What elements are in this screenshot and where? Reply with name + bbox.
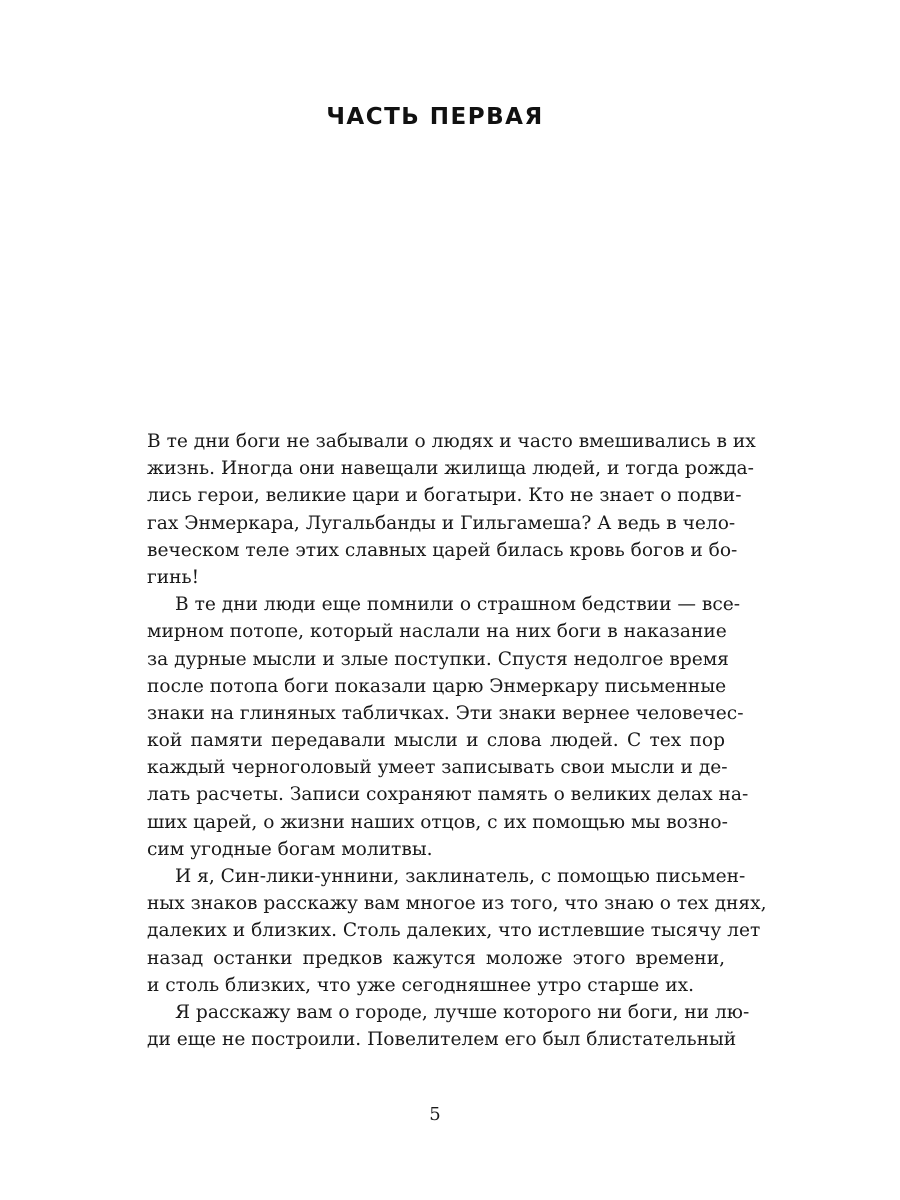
text-line: ших царей, о жизни наших отцов, с их помощью мы возно- (147, 811, 728, 833)
text-line: мирном потопе, который наслали на них боги в наказание (147, 621, 727, 643)
text-line: Я расскажу вам о городе, лучше которого ни боги, ни лю- (175, 1001, 750, 1023)
text-line: В те дни боги не забывали о людях и часто вмешивались в их (147, 431, 756, 452)
text-line: за дурные мысли и злые поступки. Спустя недолгое время (147, 648, 729, 670)
chapter-title: ЧАСТЬ ПЕРВАЯ (326, 104, 544, 130)
text-line: И я, Син-лики-уннини, заклинатель, с помощью письмен- (175, 866, 746, 887)
text-line: каждый черноголовый умеет записывать свои мысли и де- (147, 757, 728, 779)
text-line: сим угодные богам молитвы. (147, 838, 433, 860)
text-line: гинь! (147, 566, 200, 588)
text-line: лать расчеты. Записи сохраняют память о великих делах на- (147, 784, 749, 806)
text-line: гах Энмеркара, Лугальбанды и Гильгамеша? А ведь в чело- (147, 512, 736, 534)
text-line: и столь близких, что уже сегодняшнее утро старше их. (147, 974, 694, 996)
text-line: жизнь. Иногда они навещали жилища людей, и тогда рожда- (147, 458, 754, 480)
body-text (147, 428, 767, 1053)
text-line: В те дни люди еще помнили о страшном бедствии — все- (175, 594, 741, 616)
text-line: ных знаков расскажу вам многое из того, что знаю о тех днях, (147, 893, 767, 915)
text-line: далеких и близких. Столь далеких, что истлевшие тысячу лет (147, 920, 761, 942)
text-line: назад останки предков кажутся моложе этого времени, (147, 947, 725, 969)
text-line: лись герои, великие цари и богатыри. Кто не знает о подви- (147, 485, 742, 507)
text-line: ди еще не построили. Повелителем его был блистательный (147, 1029, 737, 1051)
text-line: после потопа боги показали царю Энмеркару письменные (147, 675, 727, 697)
text-line: кой памяти передавали мысли и слова людей. С тех пор (147, 730, 725, 752)
text-line: знаки на глиняных табличках. Эти знаки вернее человечес- (147, 702, 744, 724)
text-line: веческом теле этих славных царей билась кровь богов и бо- (147, 539, 738, 561)
page-number: 5 (429, 1104, 441, 1125)
